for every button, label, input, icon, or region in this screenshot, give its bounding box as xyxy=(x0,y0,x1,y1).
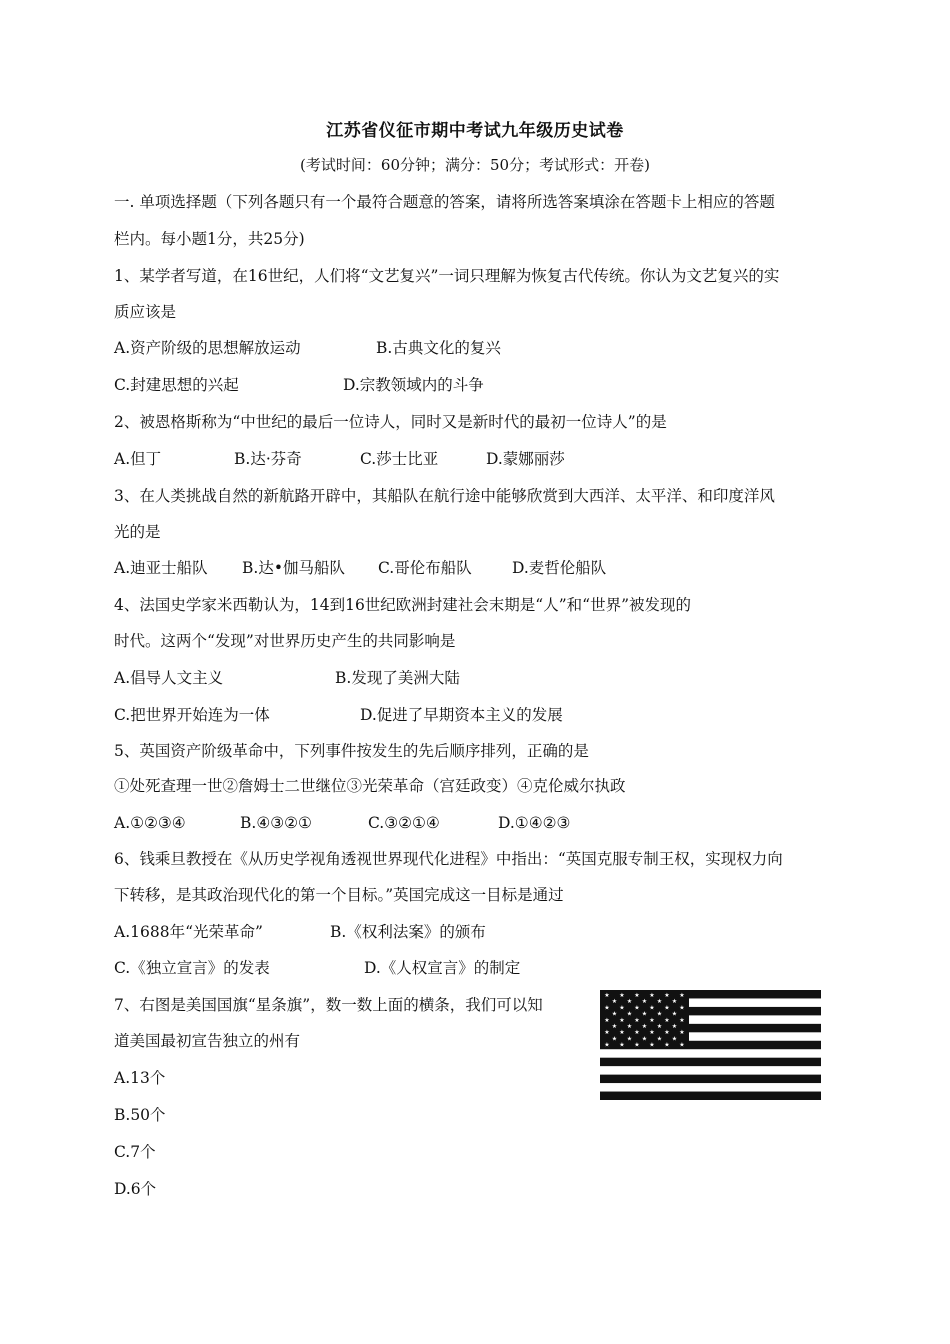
question-3-option-b[interactable]: B.达•伽马船队 xyxy=(242,559,345,577)
flag-star: ★ xyxy=(604,1029,610,1037)
flag-star: ★ xyxy=(634,1041,640,1049)
flag-star: ★ xyxy=(626,1010,633,1018)
flag-star: ★ xyxy=(619,1041,625,1049)
question-7-stem: 7、右图是美国国旗“星条旗”，数一数上面的横条，我们可以知 xyxy=(114,996,543,1014)
flag-star: ★ xyxy=(634,1004,640,1012)
question-7-stem-cont: 道美国最初宣告独立的州有 xyxy=(114,1032,301,1050)
question-6-stem-cont: 下转移，是其政治现代化的第一个目标。”英国完成这一目标是通过 xyxy=(114,886,564,904)
question-4-option-b[interactable]: B.发现了美洲大陆 xyxy=(335,669,460,687)
flag-star: ★ xyxy=(604,1016,610,1024)
flag-star: ★ xyxy=(679,1016,685,1024)
question-3-stem-cont: 光的是 xyxy=(114,523,161,541)
flag-star: ★ xyxy=(664,1041,670,1049)
flag-star: ★ xyxy=(679,1029,685,1037)
flag-star: ★ xyxy=(679,1041,685,1049)
question-5-option-c[interactable]: C.③②①④ xyxy=(368,814,440,832)
flag-star: ★ xyxy=(634,1016,640,1024)
exam-info: (考试时间：60分钟；满分：50分；考试形式：开卷) xyxy=(300,156,650,174)
section-instruction-line-2: 栏内。每小题1分，共25分) xyxy=(114,230,305,248)
question-1-option-b[interactable]: B.古典文化的复兴 xyxy=(376,339,501,357)
flag-star: ★ xyxy=(604,1041,610,1049)
flag-star: ★ xyxy=(604,1004,610,1012)
question-1-option-c[interactable]: C.封建思想的兴起 xyxy=(114,376,239,394)
flag-stripe xyxy=(600,1066,821,1075)
question-4-option-c[interactable]: C.把世界开始连为一体 xyxy=(114,706,270,724)
flag-stripe xyxy=(600,1083,821,1092)
flag-star: ★ xyxy=(671,1023,678,1030)
flag-star: ★ xyxy=(664,992,670,999)
flag-star: ★ xyxy=(619,1016,625,1024)
section-instruction-line-1: 一. 单项选择题（下列各题只有一个最符合题意的答案，请将所选答案填涂在答题卡上相应的答题 xyxy=(114,193,775,211)
question-3-option-d[interactable]: D.麦哲伦船队 xyxy=(512,559,607,577)
flag-star: ★ xyxy=(634,1029,640,1037)
question-6-option-d[interactable]: D.《人权宣言》的制定 xyxy=(364,959,521,977)
flag-star: ★ xyxy=(641,1010,648,1018)
flag-star: ★ xyxy=(649,992,655,999)
question-5-events: ①处死查理一世②詹姆士二世继位③光荣革命（宫廷政变）④克伦威尔执政 xyxy=(114,777,626,795)
question-3-option-a[interactable]: A.迪亚士船队 xyxy=(114,559,208,577)
flag-star: ★ xyxy=(671,998,678,1006)
flag-star: ★ xyxy=(679,1004,685,1012)
flag-star: ★ xyxy=(641,1023,648,1030)
question-4-option-d[interactable]: D.促进了早期资本主义的发展 xyxy=(360,706,563,724)
question-6-option-a[interactable]: A.1688年“光荣革命” xyxy=(114,923,263,941)
flag-star: ★ xyxy=(619,1029,625,1037)
question-1-option-a[interactable]: A.资产阶级的思想解放运动 xyxy=(114,339,301,357)
flag-star: ★ xyxy=(641,1035,648,1043)
question-4-stem-cont: 时代。这两个“发现”对世界历史产生的共同影响是 xyxy=(114,632,456,650)
flag-star: ★ xyxy=(626,1035,633,1043)
flag-star: ★ xyxy=(649,1004,655,1012)
flag-star: ★ xyxy=(611,1035,618,1043)
question-2-stem: 2、被恩格斯称为“中世纪的最后一位诗人，同时又是新时代的最初一位诗人”的是 xyxy=(114,413,667,431)
question-7-option-c[interactable]: C.7个 xyxy=(114,1143,156,1161)
question-6-option-b[interactable]: B.《权利法案》的颁布 xyxy=(330,923,486,941)
flag-stripe xyxy=(600,1049,821,1058)
flag-star: ★ xyxy=(619,1004,625,1012)
flag-star: ★ xyxy=(611,998,618,1006)
flag-star: ★ xyxy=(664,1029,670,1037)
question-5-option-d[interactable]: D.①④②③ xyxy=(498,814,571,832)
flag-star: ★ xyxy=(641,998,648,1006)
flag-star: ★ xyxy=(619,992,625,999)
flag-stripe xyxy=(600,1092,821,1100)
flag-star: ★ xyxy=(679,992,685,999)
question-2-option-a[interactable]: A.但丁 xyxy=(114,450,162,468)
question-5-option-b[interactable]: B.④③②① xyxy=(240,814,312,832)
question-7-option-a[interactable]: A.13个 xyxy=(114,1069,166,1087)
flag-star: ★ xyxy=(671,1035,678,1043)
question-2-option-d[interactable]: D.蒙娜丽莎 xyxy=(486,450,565,468)
flag-star: ★ xyxy=(626,1023,633,1030)
flag-stripe xyxy=(600,1075,821,1084)
question-1-stem-cont: 质应该是 xyxy=(114,303,177,321)
flag-star: ★ xyxy=(626,998,633,1006)
flag-star: ★ xyxy=(649,1041,655,1049)
question-1-stem: 1、某学者写道，在16世纪，人们将“文艺复兴”一词只理解为恢复古代传统。你认为文艺复兴的实 xyxy=(114,267,780,285)
question-4-stem: 4、法国史学家米西勒认为，14到16世纪欧洲封建社会末期是“人”和“世界”被发现的 xyxy=(114,596,692,614)
page-title: 江苏省仪征市期中考试九年级历史试卷 xyxy=(326,121,624,141)
flag-star: ★ xyxy=(664,1016,670,1024)
question-5-option-a[interactable]: A.①②③④ xyxy=(114,814,186,832)
question-2-option-c[interactable]: C.莎士比亚 xyxy=(360,450,439,468)
question-2-option-b[interactable]: B.达·芬奇 xyxy=(234,450,302,468)
question-3-stem: 3、在人类挑战自然的新航路开辟中，其船队在航行途中能够欣赏到大西洋、太平洋、和印度洋风 xyxy=(114,487,775,505)
flag-star: ★ xyxy=(656,998,663,1006)
flag-star: ★ xyxy=(611,1023,618,1030)
question-6-option-c[interactable]: C.《独立宣言》的发表 xyxy=(114,959,270,977)
question-3-option-c[interactable]: C.哥伦布船队 xyxy=(378,559,472,577)
question-7-option-d[interactable]: D.6个 xyxy=(114,1180,157,1198)
flag-stripe xyxy=(600,1058,821,1067)
question-1-option-d[interactable]: D.宗教领域内的斗争 xyxy=(343,376,484,394)
question-5-stem: 5、英国资产阶级革命中，下列事件按发生的先后顺序排列，正确的是 xyxy=(114,742,589,760)
flag-star: ★ xyxy=(611,1010,618,1018)
question-4-option-a[interactable]: A.倡导人文主义 xyxy=(114,669,224,687)
flag-star: ★ xyxy=(656,1023,663,1030)
question-6-stem: 6、钱乘旦教授在《从历史学视角透视世界现代化进程》中指出：“英国克服专制王权，实现权力向 xyxy=(114,850,783,868)
flag-star: ★ xyxy=(649,1029,655,1037)
us-flag-icon xyxy=(600,990,821,1100)
flag-star: ★ xyxy=(671,1010,678,1018)
flag-star: ★ xyxy=(656,1035,663,1043)
flag-star: ★ xyxy=(656,1010,663,1018)
flag-star: ★ xyxy=(664,1004,670,1012)
question-7-option-b[interactable]: B.50个 xyxy=(114,1106,166,1124)
flag-star: ★ xyxy=(604,992,610,999)
flag-star: ★ xyxy=(649,1016,655,1024)
flag-star: ★ xyxy=(634,992,640,999)
